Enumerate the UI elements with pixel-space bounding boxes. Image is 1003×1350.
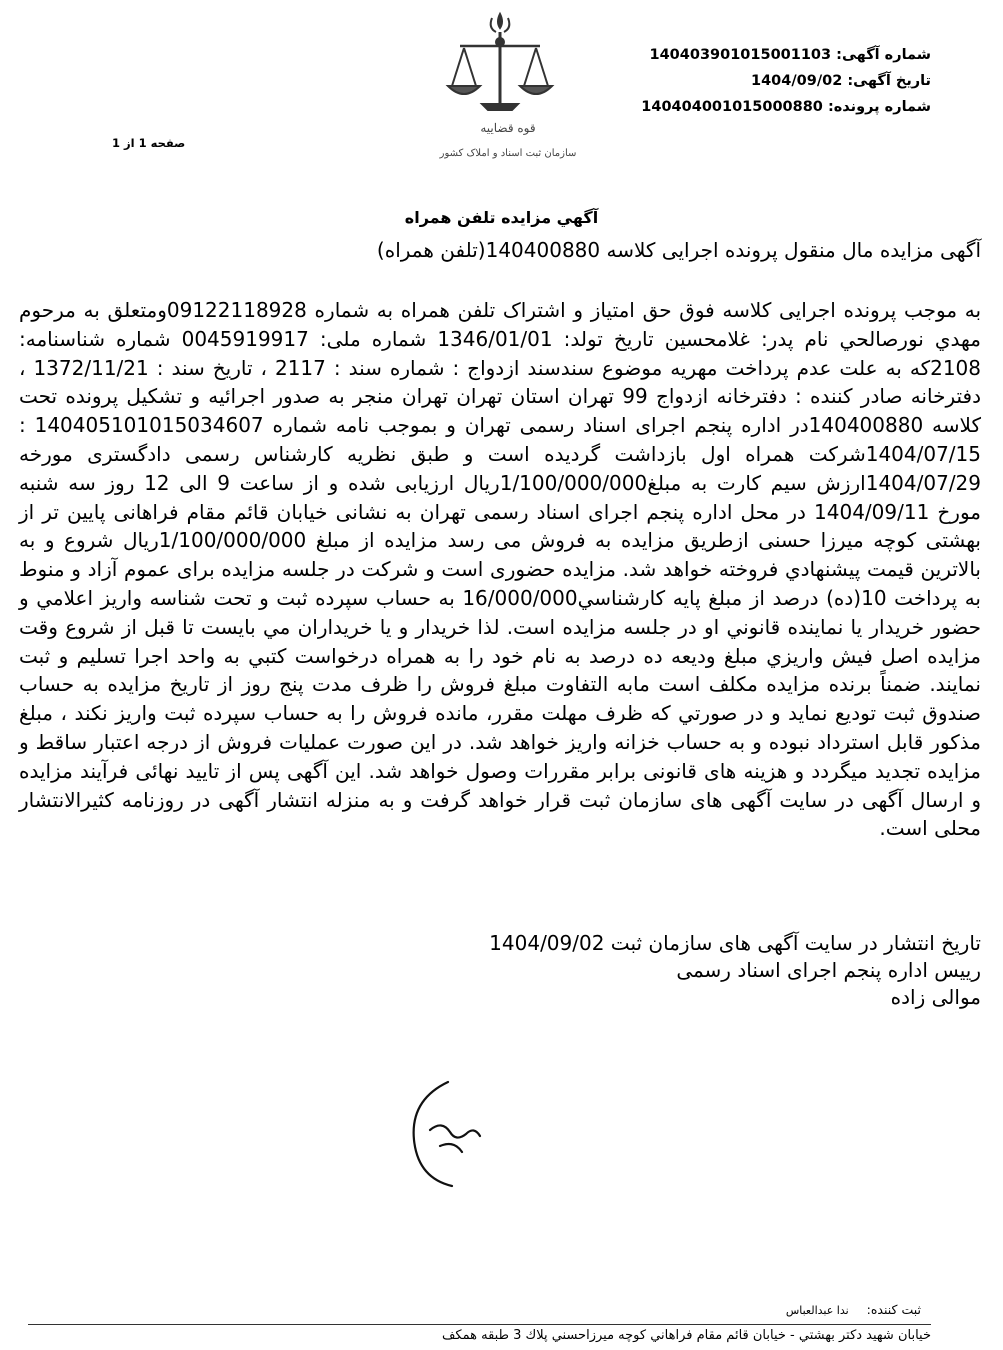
signatory-name: موالی زاده xyxy=(890,985,981,1009)
ad-number: 140403901015001103 xyxy=(649,47,832,63)
notice-body xyxy=(19,296,981,843)
ad-number-label: شماره آگهی: xyxy=(836,47,931,63)
registrar-label: ثبت کننده: xyxy=(866,1302,921,1317)
svg-text:سازمان ثبت اسناد و املاک کشور: سازمان ثبت اسناد و املاک کشور xyxy=(439,148,577,159)
ad-date-label: تاریخ آگهی: xyxy=(847,73,931,89)
office-address: خيابان شهيد دكتر بهشتي - خيابان قائم مقام فراهاني كوچه ميرزاحسني پلاك 3 طبقه همكف xyxy=(441,1328,931,1343)
case-number-row xyxy=(511,94,931,120)
signatory-position: رییس اداره پنجم اجرای اسناد رسمی xyxy=(676,958,981,982)
registrar-line xyxy=(521,1302,921,1317)
header-meta xyxy=(511,42,931,120)
case-number: 140404001015000880 xyxy=(641,99,823,115)
handwritten-signature xyxy=(370,1060,510,1205)
footer-divider xyxy=(28,1324,931,1325)
closing-block xyxy=(381,930,981,1011)
ad-number-row xyxy=(511,42,931,68)
notice-body-paragraph: به موجب پرونده اجرایی کلاسه فوق حق امتیاز و اشتراک تلفن همراه به شماره 09122118928ومتعلق به مرحوم مهدي نورصالحي نام پدر: غلامحسین تاریخ تولد: 1346/01/01 شماره ملی: 0045919917 شماره شناسنامه: 2108که به علت عدم پرداخت مهریه موضوع سندسند ازدواج : شماره سند : 2117 ، تاریخ سند : 1372/11/21 ، دفترخانه صادر کننده : دفترخانه ازدواج 99 تهران استان تهران تهران منجر به صدور اجرائیه و تشکیل پرونده تحت کلاسه 140400880در اداره پنجم اجرای اسناد رسمی تهران و بموجب نامه شماره 140405101015034607 : 1404/07/15شرکت همراه اول بازداشت گردیده است و طبق نظریه کارشناس رسمی دادگستری مورخه 1404/07/29ارزش سیم کارت به مبلغ1/100/000/000ریال ارزیابی شده و از ساعت 9 الی 12 روز سه شنبه مورخ 1404/09/11 در محل اداره پنجم اجرای اسناد رسمی تهران به نشانی خیابان قائم مقام فراهانی پایین تر از بهشتی کوچه میرزا حسنی ازطریق مزایده به فروش می رسد مزایده از مبلغ 1/100/000/000ریال شروع و به بالاترین قیمت پیشنهادي فروخته خواهد شد. مزایده حضوری است و شرکت در جلسه مزایده برای عموم آزاد و منوط به پرداخت 10(ده) درصد از مبلغ پایه کارشناسي16/000/000 به حساب سپرده ثبت و تحت شناسه واریز اعلامي و حضور خريدار يا نماينده قانوني او در جلسه مزايده است. لذا خريدار و يا خريداران مي بايست تا قبل از شروع وقت مزايده اصل فيش واريزي مبلغ وديعه ده درصد به نام خود را به همراه درخواست كتبي به واحد اجرا تسليم و ثبت نمايند. ضمناً برنده مزايده مكلف است مابه التفاوت مبلغ فروش را ظرف مدت پنج روز از تاريخ مزايده به حساب صندوق ثبت توديع نمايد و در صورتي كه ظرف مهلت مقرر، مانده فروش را به حساب سپرده ثبت واريز نكند ، مبلغ مذكور قابل استرداد نبوده و به حساب خزانه واريز خواهد شد. در این صورت عملیات فروش از درجه اعتبار ساقط و مزایده تجدید میگردد و هزینه های قانونی برابر مقررات وصول خواهد شد. این آگهی پس از تایید نهائی فرآیند مزایده و ارسال آگهی در سایت آگهی های سازمان ثبت قرار خواهد گرفت و به منزله انتشار آگهی در روزنامه کثیرالانتشار محلی است. xyxy=(19,298,982,841)
svg-text:قوه قضاییه: قوه قضاییه xyxy=(480,121,536,135)
ad-date-row xyxy=(511,68,931,94)
ad-date: 1404/09/02 xyxy=(751,73,843,89)
case-number-label: شماره پرونده: xyxy=(827,99,931,115)
document-title: آگهي مزايده تلفن همراه xyxy=(404,208,599,227)
registrar-name: ندا عبدالعباس xyxy=(785,1304,849,1317)
document-subtitle: آگهی مزایده مال منقول پرونده اجرایی کلاسه 140400880(تلفن همراه) xyxy=(376,238,981,262)
page-indicator: صفحه 1 از 1 xyxy=(112,136,186,150)
publish-date-line: تاریخ انتشار در سایت آگهی های سازمان ثبت 1404/09/02 xyxy=(489,931,981,955)
